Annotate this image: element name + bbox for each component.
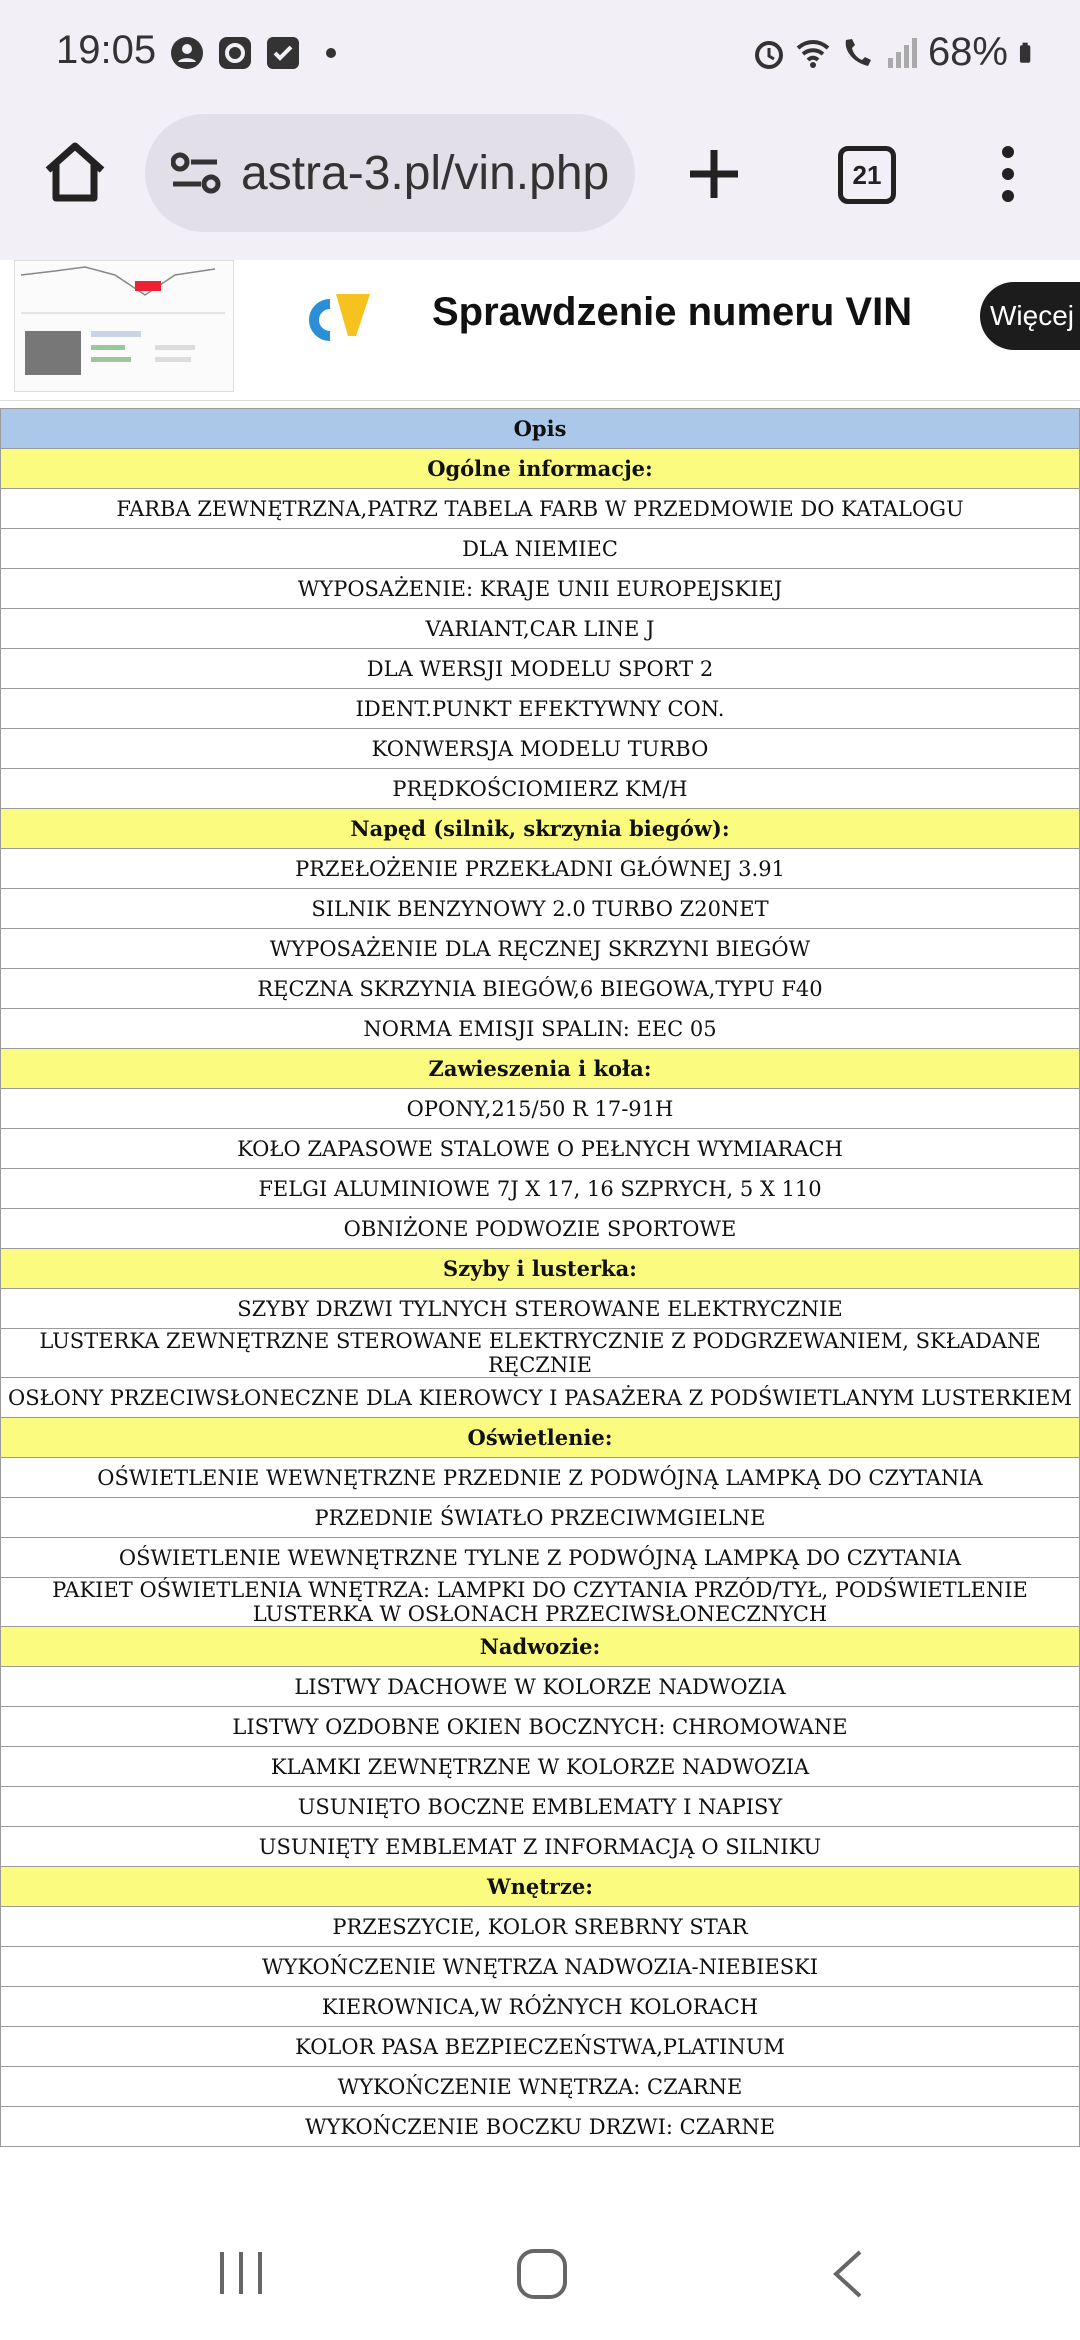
table-cell: LISTWY DACHOWE W KOLORZE NADWOZIA	[1, 1667, 1080, 1707]
table-row	[1, 569, 1080, 609]
table-row	[1, 1707, 1080, 1747]
table-cell: SILNIK BENZYNOWY 2.0 TURBO Z20NET	[1, 889, 1080, 929]
table-cell: RĘCZNA SKRZYNIA BIEGÓW,6 BIEGOWA,TYPU F40	[1, 969, 1080, 1009]
table-row	[1, 1578, 1080, 1627]
status-system-icons	[752, 30, 1040, 75]
table-row	[1, 769, 1080, 809]
table-cell: KLAMKI ZEWNĘTRZNE W KOLORZE NADWOZIA	[1, 1747, 1080, 1787]
table-row	[1, 1209, 1080, 1249]
section-header: Oświetlenie:	[1, 1418, 1080, 1458]
more-menu-icon[interactable]	[996, 146, 1020, 202]
url-text[interactable]: astra-3.pl/vin.php	[241, 147, 610, 200]
wifi-call-icon	[840, 36, 874, 70]
table-cell: WYKOŃCZENIE WNĘTRZA NADWOZIA-NIEBIESKI	[1, 1947, 1080, 1987]
section-header: Nadwozie:	[1, 1627, 1080, 1667]
table-row	[1, 1667, 1080, 1707]
table-row	[1, 2027, 1080, 2067]
table-row	[1, 1538, 1080, 1578]
table-row	[1, 1747, 1080, 1787]
back-icon[interactable]	[828, 2248, 868, 2300]
table-row	[1, 489, 1080, 529]
new-tab-icon[interactable]	[688, 148, 740, 200]
table-cell: LUSTERKA ZEWNĘTRZNE STEROWANE ELEKTRYCZNIE Z PODGRZEWANIEM, SKŁADANE RĘCZNIE	[1, 1329, 1080, 1378]
table-row	[1, 969, 1080, 1009]
section-header-row	[1, 1049, 1080, 1089]
table-row	[1, 889, 1080, 929]
table-cell: WYKOŃCZENIE WNĘTRZA: CZARNE	[1, 2067, 1080, 2107]
table-cell: FARBA ZEWNĘTRZNA,PATRZ TABELA FARB W PRZEDMOWIE DO KATALOGU	[1, 489, 1080, 529]
table-cell: KONWERSJA MODELU TURBO	[1, 729, 1080, 769]
table-row	[1, 1787, 1080, 1827]
table-cell: DLA NIEMIEC	[1, 529, 1080, 569]
status-time: 19:05	[56, 28, 157, 72]
battery-percent: 68%	[927, 30, 1008, 74]
table-cell: OBNIŻONE PODWOZIE SPORTOWE	[1, 1209, 1080, 1249]
table-cell: PRĘDKOŚCIOMIERZ KM/H	[1, 769, 1080, 809]
table-cell: WYPOSAŻENIE: KRAJE UNII EUROPEJSKIEJ	[1, 569, 1080, 609]
table-cell: LISTWY OZDOBNE OKIEN BOCZNYCH: CHROMOWANE	[1, 1707, 1080, 1747]
table-row	[1, 1458, 1080, 1498]
section-header-row	[1, 449, 1080, 489]
section-header: Zawieszenia i koła:	[1, 1049, 1080, 1089]
carvertical-logo	[300, 288, 372, 348]
table-cell: OPONY,215/50 R 17-91H	[1, 1089, 1080, 1129]
table-row	[1, 729, 1080, 769]
screen-record-icon	[218, 36, 252, 70]
section-header-row	[1, 809, 1080, 849]
table-row	[1, 649, 1080, 689]
table-cell: IDENT.PUNKT EFEKTYWNY CON.	[1, 689, 1080, 729]
home-icon[interactable]	[40, 140, 110, 204]
vin-table-body	[1, 409, 1080, 2147]
table-header: Opis	[1, 409, 1080, 449]
signal-icon	[884, 36, 918, 70]
vin-description-table	[0, 408, 1080, 2147]
table-row	[1, 1907, 1080, 1947]
table-row	[1, 689, 1080, 729]
account-icon	[170, 36, 204, 70]
table-cell: SZYBY DRZWI TYLNYCH STEROWANE ELEKTRYCZNIE	[1, 1289, 1080, 1329]
tab-switcher-button[interactable]: 21	[838, 146, 896, 204]
table-row	[1, 1329, 1080, 1378]
table-row	[1, 1827, 1080, 1867]
section-header: Ogólne informacje:	[1, 449, 1080, 489]
home-nav-icon[interactable]	[516, 2248, 568, 2300]
table-cell: USUNIĘTO BOCZNE EMBLEMATY I NAPISY	[1, 1787, 1080, 1827]
table-cell: WYKOŃCZENIE BOCZKU DRZWI: CZARNE	[1, 2107, 1080, 2147]
table-row	[1, 1378, 1080, 1418]
table-row	[1, 1089, 1080, 1129]
table-cell: NORMA EMISJI SPALIN: EEC 05	[1, 1009, 1080, 1049]
banner-title: Sprawdzenie numeru VIN	[432, 290, 913, 334]
table-row	[1, 1498, 1080, 1538]
table-header-row	[1, 409, 1080, 449]
ad-banner[interactable]	[0, 260, 1080, 401]
table-row	[1, 849, 1080, 889]
wifi-icon	[796, 36, 830, 70]
table-cell: USUNIĘTY EMBLEMAT Z INFORMACJĄ O SILNIKU	[1, 1827, 1080, 1867]
table-cell: WYPOSAŻENIE DLA RĘCZNEJ SKRZYNI BIEGÓW	[1, 929, 1080, 969]
table-cell: PAKIET OŚWIETLENIA WNĘTRZA: LAMPKI DO CZYTANIA PRZÓD/TYŁ, PODŚWIETLENIE LUSTERKA W OSŁONACH PRZECIWSŁONECZNYCH	[1, 1578, 1080, 1627]
table-cell: OŚWIETLENIE WEWNĘTRZNE PRZEDNIE Z PODWÓJNĄ LAMPKĄ DO CZYTANIA	[1, 1458, 1080, 1498]
site-settings-icon[interactable]	[171, 152, 221, 194]
section-header-row	[1, 1867, 1080, 1907]
recent-apps-icon[interactable]	[216, 2248, 266, 2298]
table-cell: FELGI ALUMINIOWE 7J X 17, 16 SZPRYCH, 5 X 110	[1, 1169, 1080, 1209]
table-cell: KOŁO ZAPASOWE STALOWE O PEŁNYCH WYMIARACH	[1, 1129, 1080, 1169]
status-notification-icons	[170, 36, 348, 70]
table-cell: DLA WERSJI MODELU SPORT 2	[1, 649, 1080, 689]
table-row	[1, 1009, 1080, 1049]
table-cell: PRZEŁOŻENIE PRZEKŁADNI GŁÓWNEJ 3.91	[1, 849, 1080, 889]
table-row	[1, 2107, 1080, 2147]
dot-icon	[314, 36, 348, 70]
table-cell: KIEROWNICA,W RÓŻNYCH KOLORACH	[1, 1987, 1080, 2027]
address-bar[interactable]	[145, 114, 635, 232]
status-bar	[0, 0, 1080, 110]
table-row	[1, 1169, 1080, 1209]
section-header-row	[1, 1627, 1080, 1667]
table-row	[1, 2067, 1080, 2107]
battery-icon	[1018, 36, 1040, 70]
report-preview-icon	[15, 261, 233, 391]
table-cell: PRZESZYCIE, KOLOR SREBRNY STAR	[1, 1907, 1080, 1947]
table-row	[1, 609, 1080, 649]
table-row	[1, 529, 1080, 569]
alarm-icon	[752, 36, 786, 70]
table-cell: KOLOR PASA BEZPIECZEŃSTWA,PLATINUM	[1, 2027, 1080, 2067]
table-row	[1, 1947, 1080, 1987]
table-cell: VARIANT,CAR LINE J	[1, 609, 1080, 649]
browser-toolbar	[0, 110, 1080, 260]
table-cell: OŚWIETLENIE WEWNĘTRZNE TYLNE Z PODWÓJNĄ LAMPKĄ DO CZYTANIA	[1, 1538, 1080, 1578]
more-button[interactable]: Więcej	[980, 282, 1080, 350]
system-nav-bar	[0, 2210, 1080, 2340]
table-cell: OSŁONY PRZECIWSŁONECZNE DLA KIEROWCY I PASAŻERA Z PODŚWIETLANYM LUSTERKIEM	[1, 1378, 1080, 1418]
section-header: Szyby i lusterka:	[1, 1249, 1080, 1289]
table-row	[1, 1987, 1080, 2027]
checklist-icon	[266, 36, 300, 70]
table-cell: PRZEDNIE ŚWIATŁO PRZECIWMGIELNE	[1, 1498, 1080, 1538]
table-row	[1, 1129, 1080, 1169]
table-row	[1, 929, 1080, 969]
section-header: Wnętrze:	[1, 1867, 1080, 1907]
banner-report-thumbnail	[14, 260, 234, 392]
table-row	[1, 1289, 1080, 1329]
section-header-row	[1, 1418, 1080, 1458]
section-header: Napęd (silnik, skrzynia biegów):	[1, 809, 1080, 849]
section-header-row	[1, 1249, 1080, 1289]
